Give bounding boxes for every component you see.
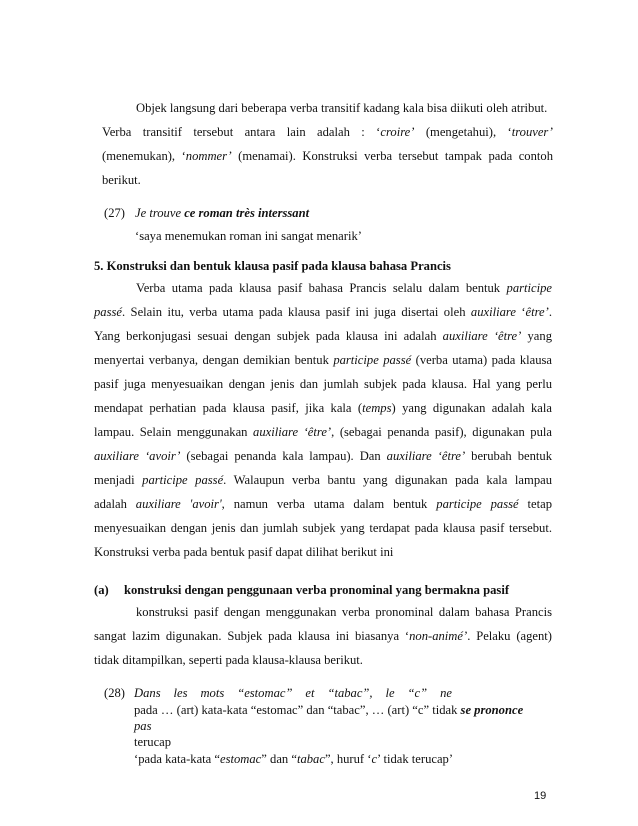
s5-line-1: Verba utama pada klausa pasif bahasa Prancis selalu dalam bentuk participe bbox=[136, 281, 552, 295]
s5-line-3: Yang berkonjugasi sesuai dengan subjek pada klausa ini adalah auxiliare ‘être’ yang bbox=[94, 329, 552, 343]
sa-line-2: sangat lazim digunakan. Subjek pada klausa ini biasanya ‘non-animé’. Pelaku (agent) bbox=[94, 629, 552, 643]
example-28-french bbox=[134, 685, 452, 701]
fr-word: mots bbox=[200, 686, 225, 700]
fr-word: “tabac”, bbox=[327, 686, 373, 700]
fr-word: “c” bbox=[407, 686, 428, 700]
s5-line-9: menjadi participe passé. Walaupun verba bantu yang digunakan pada kala lampau bbox=[94, 473, 552, 487]
s5-line-11: menyesuaikan dengan jenis dan jumlah subjek yang terdapat pada klausa pasif tersebut. bbox=[94, 521, 552, 535]
s5-line-8: auxiliare ‘avoir’ (sebagai penanda kala lampau). Dan auxiliare ‘être’ berubah bentuk bbox=[94, 449, 552, 463]
page-number: 19 bbox=[534, 790, 547, 802]
example-28-gloss: pada … (art) kata-kata “estomac” dan “tabac”, … (art) “c” tidak se prononce bbox=[134, 703, 524, 717]
p1-line-1: Objek langsung dari beberapa verba transitif kadang kala bisa diikuti oleh atribut. bbox=[136, 101, 548, 115]
s5-line-5: pasif juga menyesuaikan dengan jenis dan jumlah subjek pada klausa. Hal yang perlu bbox=[94, 377, 552, 391]
fr-word: et bbox=[305, 686, 315, 700]
example-27-number: (27) bbox=[104, 206, 125, 220]
subsection-a-label: (a) bbox=[94, 583, 109, 597]
s5-line-12: Konstruksi verba pada bentuk pasif dapat dilihat berikut ini bbox=[94, 545, 394, 559]
subsection-a-heading: konstruksi dengan penggunaan verba pronominal yang bermakna pasif bbox=[124, 583, 510, 597]
sa-line-3: tidak ditampilkan, seperti pada klausa-klausa berikut. bbox=[94, 653, 363, 667]
example-28-translation: ‘pada kata-kata “estomac” dan “tabac”, huruf ‘c’ tidak terucap’ bbox=[134, 752, 454, 766]
p1-line-2: Verba transitif tersebut antara lain adalah : ‘croire’ (mengetahui), ‘trouver’ bbox=[102, 125, 553, 139]
fr-word: ne bbox=[440, 686, 452, 700]
example-28-number: (28) bbox=[104, 686, 125, 700]
p1-line-3: (menemukan), ‘nommer’ (menamai). Konstruksi verba tersebut tampak pada contoh bbox=[102, 149, 553, 163]
s5-line-4: menyertai verbanya, dengan demikian bentuk participe passé (verba utama) pada klausa bbox=[94, 353, 552, 367]
fr-word: Dans les bbox=[134, 686, 188, 700]
sa-line-1: konstruksi pasif dengan menggunakan verba pronominal dalam bahasa Prancis bbox=[136, 605, 552, 619]
s5-line-7: lampau. Selain menggunakan auxiliare ‘être’, (sebagai penanda pasif), digunakan pula bbox=[94, 425, 552, 439]
example-28-gloss-pas: pas bbox=[134, 719, 152, 733]
fr-word: “estomac” bbox=[237, 686, 293, 700]
section-5-heading: 5. Konstruksi dan bentuk klausa pasif pada klausa bahasa Prancis bbox=[94, 259, 451, 273]
s5-line-10: adalah auxiliare 'avoir', namun verba utama dalam bentuk participe passé tetap bbox=[94, 497, 552, 511]
fr-word: le bbox=[385, 686, 395, 700]
s5-line-2: passé. Selain itu, verba utama pada klausa pasif ini juga disertai oleh auxiliare ‘être’. bbox=[94, 305, 552, 319]
p1-line-4: berikut. bbox=[102, 173, 141, 187]
example-28-gloss-terucap: terucap bbox=[134, 735, 172, 749]
s5-line-6: mendapat perhatian pada klausa pasif, jika kala (temps) yang digunakan adalah kala bbox=[94, 401, 552, 415]
example-27-gloss: ‘saya menemukan roman ini sangat menarik’ bbox=[135, 229, 362, 243]
example-27-french: Je trouve ce roman très interssant bbox=[135, 206, 310, 220]
